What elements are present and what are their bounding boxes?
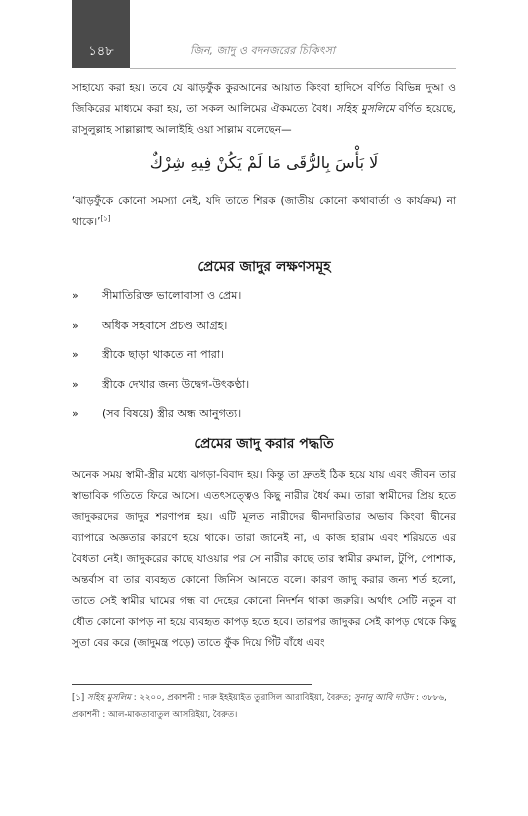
- footnote-marker: [১]: [72, 693, 85, 703]
- list-item: [72, 286, 456, 316]
- footnote-source-title: সহিহ মুসলিম: [87, 693, 132, 703]
- intro-source-title: সহিহ মুসলিমে: [335, 103, 395, 115]
- bullet-marker: »: [72, 377, 79, 391]
- page-number: ১৪৮: [88, 44, 114, 59]
- list-item-text: (সব বিষয়ে) স্ত্রীর অন্ধ আনুগত্য।: [102, 407, 242, 420]
- list-item: [72, 404, 456, 434]
- translation-paragraph: [72, 191, 456, 233]
- list-item-text: অধিক সহবাসে প্রচণ্ড আগ্রহ।: [102, 318, 228, 332]
- intro-text-b: বর্ণিত হয়েছে, রাসুলুল্লাহ সাল্লাল্লাহু আলাইহি ওয়া সাল্লাম বলেছেন—: [72, 103, 456, 136]
- bullet-marker: »: [72, 289, 79, 302]
- symptoms-list: [72, 286, 456, 434]
- list-item: [72, 345, 456, 375]
- footnote-source-title: সুনানু আবি দাউদ: [353, 693, 414, 703]
- running-head: জিন, জাদু ও বদনজরের চিকিৎসা: [190, 44, 336, 57]
- bullet-marker: »: [72, 348, 79, 361]
- symptoms-heading: প্রেমের জাদুর লক্ষণসমূহ: [197, 259, 331, 275]
- footnote-source-detail: : ২২০০, প্রকাশনী : দারু ইহইয়াইত তুরাসিল আরাবিইয়া, বৈরুত;: [131, 693, 354, 703]
- arabic-hadith-quote: لَا بَأْسَ بِالرُّقَى مَا لَمْ يَكُنْ فِيهِ شِرْكٌ: [149, 153, 379, 172]
- list-item-text: স্ত্রীকে ছাড়া থাকতে না পারা।: [102, 348, 224, 361]
- bullet-marker: »: [72, 318, 79, 332]
- page-number-tab: [72, 0, 130, 68]
- intro-paragraph: [72, 78, 456, 141]
- intro-text-a: সাহায্যে করা হয়। তবে যে ঝাড়ফুঁক কুরআনের আয়াত কিংবা হাদিসে বর্ণিত বিভিন্ন দুআ ও জিকিরের মাধ্যমে করা হয়, তা সকল আলিমের ঐকমত্যে বৈধ।: [72, 82, 456, 115]
- bullet-marker: »: [72, 407, 79, 420]
- list-item: [72, 375, 456, 405]
- header-rule: [130, 68, 456, 69]
- list-item: [72, 316, 456, 346]
- footnote-rule: [72, 684, 312, 685]
- footnote-source-detail: : ৩৮৮৬, প্রকাশনী : আল-মাকতাবাতুল আসরিইয়া, বৈরুত।: [72, 693, 447, 720]
- list-item-text: সীমাতিরিক্ত ভালোবাসা ও প্রেম।: [102, 289, 242, 302]
- footnote-reference: [১]: [100, 214, 111, 223]
- list-item-text: স্ত্রীকে দেখার জন্য উদ্বেগ-উৎকণ্ঠা।: [102, 377, 250, 391]
- method-paragraph: অনেক সময় স্বামী-স্ত্রীর মধ্যে ঝগড়া-বিবাদ হয়। কিন্তু তা দ্রুতই ঠিক হয়ে যায় এবং জীবন তার স্বাভাবিক গতিতে ফিরে আসে। এতৎসত্ত্বেও কিছু নারীর ধৈর্য কম। তারা স্বামীদের প্রিয় হতে জাদুকরদের জাদুর শরণাপন্ন হয়। এটি মূলত নারীদের দ্বীনদারিতার অভাব কিংবা দ্বীনের ব্যাপারে অজ্ঞতার কারণে হয়ে থাকে। তারা জানেই না, এ কাজ হারাম এবং শরিয়তে এর বৈধতা নেই। জাদুকরের কাছে যাওয়ার পর সে নারীর কাছে তার স্বামীর রুমাল, টুপি, পোশাক, অন্তর্বাস বা তার ব্যবহৃত কোনো জিনিস আনতে বলে। কারণ জাদু করার জন্য শর্ত হলো, তাতে সেই স্বামীর ঘামের গন্ধ বা দেহের কোনো নিদর্শন থাকা জরুরি। অর্থাৎ সেটি নতুন বা ধৌত কোনো কাপড় না হয়ে ব্যবহৃত কাপড় হতে হবে। তারপর জাদুকর সেই কাপড় থেকে কিছু সুতা বের করে (জাদুমন্ত্র পড়ে) তাতে ফুঁক দিয়ে গিঁট বাঁধে এবং: [72, 469, 456, 649]
- footnote: [72, 690, 456, 724]
- method-heading: প্রেমের জাদু করার পদ্ধতি: [194, 436, 334, 452]
- translation-text: ‘ঝাড়ফুঁকে কোনো সমস্যা নেই, যদি তাতে শিরক (জাতীয় কোনো কথাবার্তা ও কার্যক্রম) না থাকে।’: [72, 195, 456, 228]
